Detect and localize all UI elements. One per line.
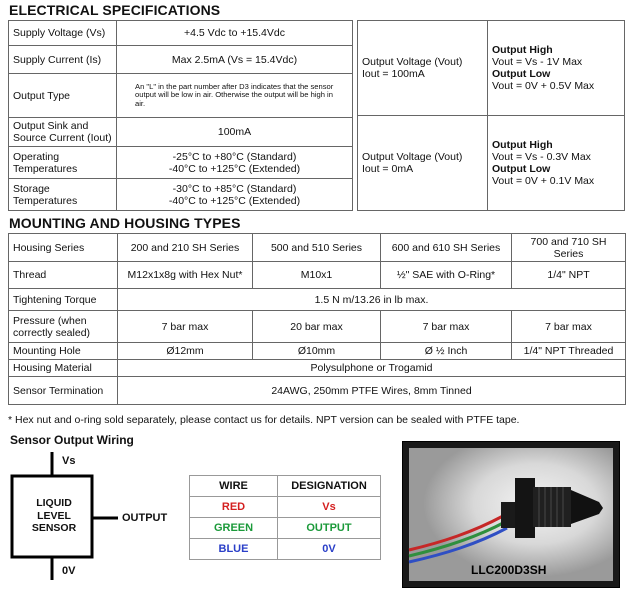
output-label: OUTPUT bbox=[122, 512, 168, 524]
table-row bbox=[9, 46, 353, 74]
output-voltage-label: Output Voltage (Vout) Iout = 0mA bbox=[358, 116, 488, 211]
table-row bbox=[190, 476, 381, 497]
footnote: * Hex nut and o-ring sold separately, please contact us for details. NPT version can be sealed with PTFE tape. bbox=[8, 414, 520, 426]
sensor-termination-label: Sensor Termination bbox=[9, 377, 118, 405]
photo-caption: LLC200D3SH bbox=[471, 563, 547, 577]
designation-cell: 0V bbox=[278, 539, 381, 560]
thread-cell: 1/4" NPT bbox=[512, 262, 626, 289]
sensor-label: LIQUID LEVEL SENSOR bbox=[31, 497, 77, 534]
table-row bbox=[358, 116, 625, 211]
sensor-termination-value: 24AWG, 250mm PTFE Wires, 8mm Tinned bbox=[118, 377, 626, 405]
table-row bbox=[9, 147, 353, 179]
output-low-value: Vout = 0V + 0.1V Max bbox=[492, 175, 595, 187]
torque-value: 1.5 N m/13.26 in lb max. bbox=[118, 289, 626, 311]
hex-nut bbox=[515, 478, 535, 538]
wire-cell: GREEN bbox=[190, 518, 278, 539]
spec-label: Supply Current (Is) bbox=[9, 46, 117, 74]
output-low-value: Vout = 0V + 0.5V Max bbox=[492, 80, 595, 92]
vs-label: Vs bbox=[62, 455, 76, 467]
wire-table bbox=[189, 475, 381, 560]
table-row bbox=[190, 539, 381, 560]
output-low-title: Output Low bbox=[492, 163, 551, 175]
spec-label: Output Type bbox=[9, 74, 117, 118]
output-high-value: Vout = Vs - 0.3V Max bbox=[492, 151, 591, 163]
mounting-section-title: MOUNTING AND HOUSING TYPES bbox=[9, 215, 241, 231]
electrical-spec-table bbox=[8, 20, 353, 211]
spec-value: Max 2.5mA (Vs = 15.4Vdc) bbox=[117, 46, 353, 74]
pressure-cell: 7 bar max bbox=[118, 311, 253, 343]
spec-label: Storage Temperatures bbox=[9, 179, 117, 211]
spec-label: Supply Voltage (Vs) bbox=[9, 21, 117, 46]
thread-label: Thread bbox=[9, 262, 118, 289]
sensor-tail bbox=[501, 502, 517, 528]
designation-cell: OUTPUT bbox=[278, 518, 381, 539]
table-row bbox=[9, 262, 626, 289]
output-voltage-values bbox=[488, 21, 625, 116]
table-row bbox=[190, 518, 381, 539]
table-row bbox=[9, 311, 626, 343]
hole-cell: 1/4" NPT Threaded bbox=[512, 343, 626, 360]
spec-label: Operating Temperatures bbox=[9, 147, 117, 179]
mounting-hole-label: Mounting Hole bbox=[9, 343, 118, 360]
designation-cell: Vs bbox=[278, 497, 381, 518]
wire-cell: RED bbox=[190, 497, 278, 518]
series-cell: 200 and 210 SH Series bbox=[118, 234, 253, 262]
designation-header: DESIGNATION bbox=[278, 476, 381, 497]
table-row bbox=[9, 289, 626, 311]
table-row bbox=[9, 21, 353, 46]
hole-cell: Ø ½ Inch bbox=[381, 343, 512, 360]
series-cell: 700 and 710 SH Series bbox=[512, 234, 626, 262]
spec-value: +4.5 Vdc to +15.4Vdc bbox=[117, 21, 353, 46]
thread-cell: M10x1 bbox=[253, 262, 381, 289]
pressure-label: Pressure (when correctly sealed) bbox=[9, 311, 118, 343]
spec-value: -25°C to +80°C (Standard) -40°C to +125°C (Extended) bbox=[117, 147, 353, 179]
output-high-title: Output High bbox=[492, 44, 553, 56]
electrical-section-title: ELECTRICAL SPECIFICATIONS bbox=[9, 2, 221, 18]
thread-cell: M12x1x8g with Hex Nut* bbox=[118, 262, 253, 289]
table-row bbox=[9, 234, 626, 262]
table-row bbox=[9, 74, 353, 118]
output-high-value: Vout = Vs - 1V Max bbox=[492, 56, 583, 68]
spec-value: 100mA bbox=[117, 118, 353, 147]
output-voltage-label: Output Voltage (Vout) Iout = 100mA bbox=[358, 21, 488, 116]
hole-cell: Ø12mm bbox=[118, 343, 253, 360]
housing-material-label: Housing Material bbox=[9, 360, 118, 377]
pressure-cell: 20 bar max bbox=[253, 311, 381, 343]
table-row bbox=[9, 179, 353, 211]
ground-label: 0V bbox=[62, 565, 76, 577]
output-voltage-table bbox=[357, 20, 625, 211]
series-cell: 500 and 510 Series bbox=[253, 234, 381, 262]
housing-series-label: Housing Series bbox=[9, 234, 118, 262]
torque-label: Tightening Torque bbox=[9, 289, 118, 311]
wire-header: WIRE bbox=[190, 476, 278, 497]
mounting-table bbox=[8, 233, 626, 405]
spec-value: -30°C to +85°C (Standard) -40°C to +125°C (Extended) bbox=[117, 179, 353, 211]
table-row bbox=[358, 21, 625, 116]
pressure-cell: 7 bar max bbox=[512, 311, 626, 343]
hole-cell: Ø10mm bbox=[253, 343, 381, 360]
output-low-title: Output Low bbox=[492, 68, 551, 80]
spec-value: An "L" in the part number after D3 indicates that the sensor output will be low in air. Otherwise the output will be high in air. bbox=[117, 74, 353, 118]
output-high-title: Output High bbox=[492, 139, 553, 151]
product-photo bbox=[402, 441, 620, 588]
series-cell: 600 and 610 SH Series bbox=[381, 234, 512, 262]
table-row bbox=[9, 343, 626, 360]
wire-cell: BLUE bbox=[190, 539, 278, 560]
table-row bbox=[190, 497, 381, 518]
thread-cell: ½" SAE with O-Ring* bbox=[381, 262, 512, 289]
housing-material-value: Polysulphone or Trogamid bbox=[118, 360, 626, 377]
pressure-cell: 7 bar max bbox=[381, 311, 512, 343]
output-voltage-values bbox=[488, 116, 625, 211]
wiring-title: Sensor Output Wiring bbox=[10, 433, 134, 447]
spec-label: Output Sink and Source Current (Iout) bbox=[9, 118, 117, 147]
table-row bbox=[9, 377, 626, 405]
table-row bbox=[9, 118, 353, 147]
table-row bbox=[9, 360, 626, 377]
